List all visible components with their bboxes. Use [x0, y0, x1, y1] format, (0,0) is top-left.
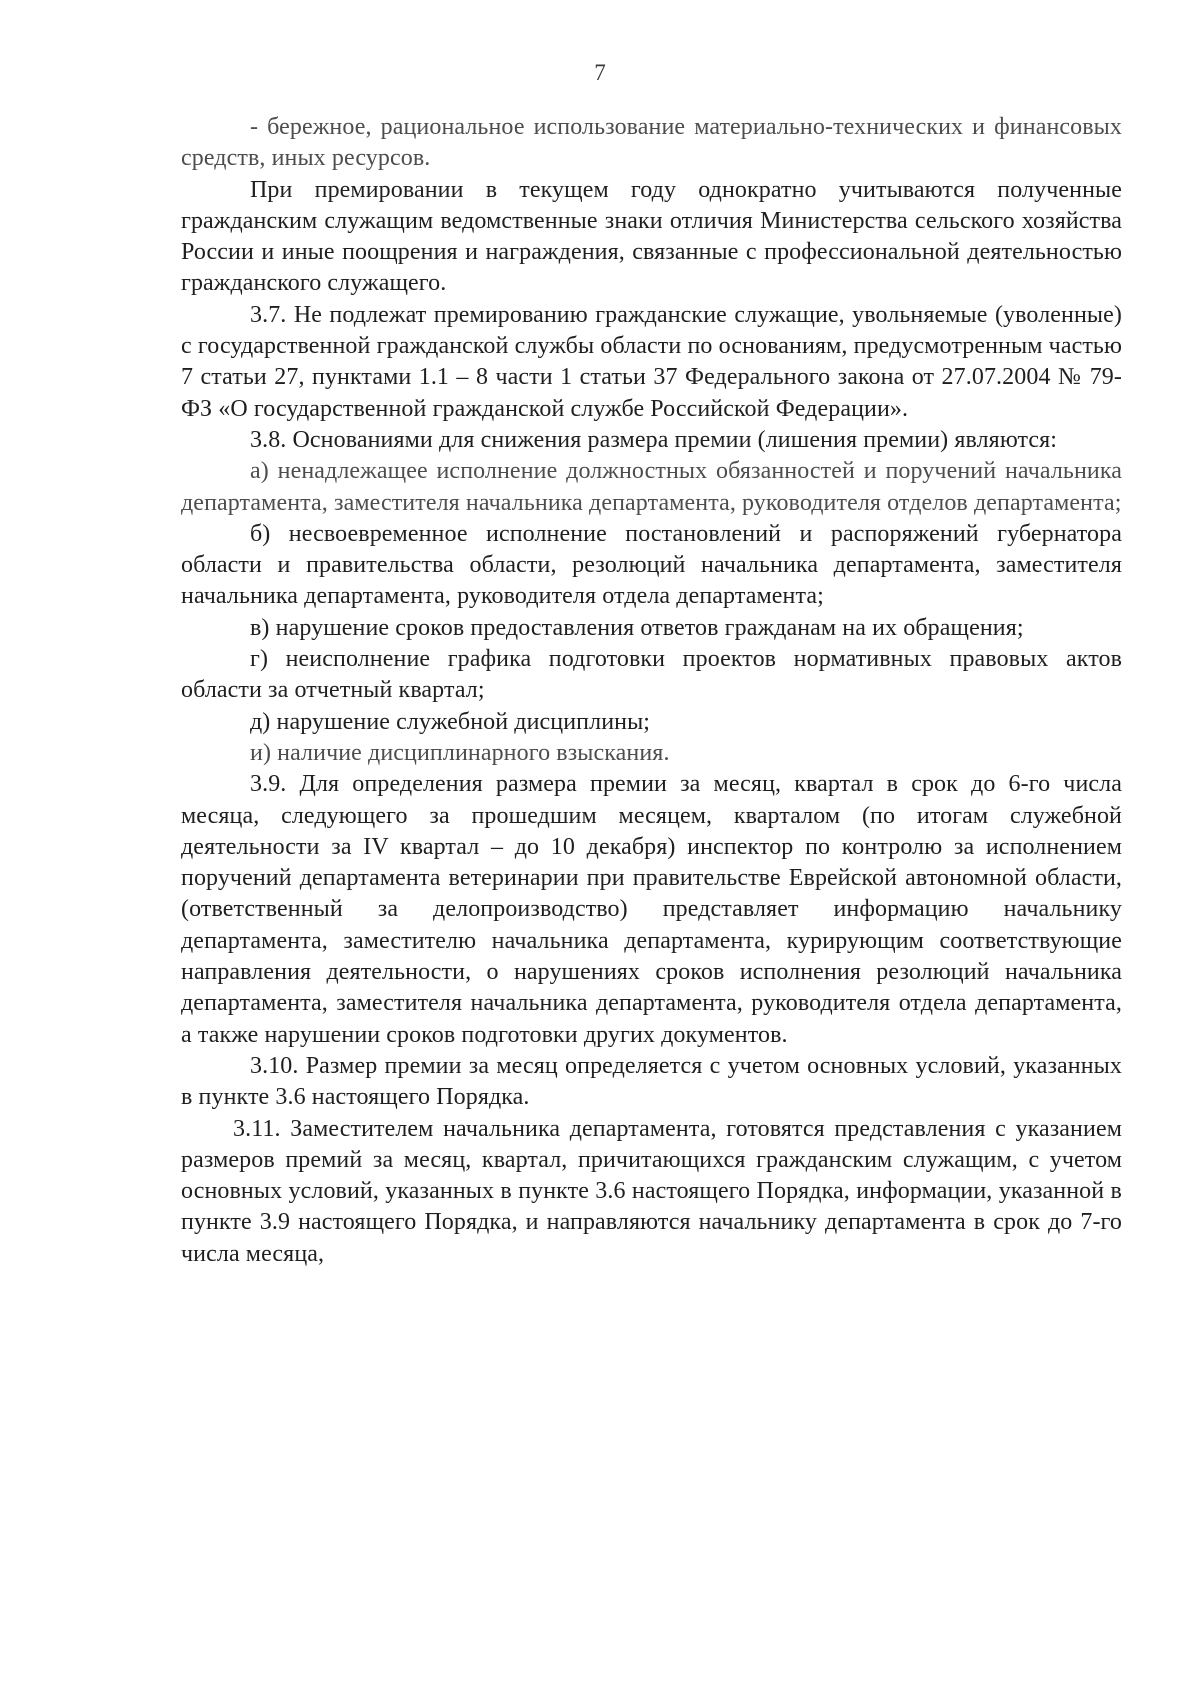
- list-item-b: б) несвоевременное исполнение постановлений и распоряжений губернатора области и правительства области, резолюций начальника департамента, заместителя начальника департамента, руководителя отдела департамента;: [181, 520, 1122, 610]
- page-number: 7: [594, 60, 606, 85]
- list-item-a: а) ненадлежащее исполнение должностных обязанностей и поручений начальника департамента, заместителя начальника департамента, руководителя отделов департамента;: [181, 458, 1122, 516]
- list-item-g: г) неисполнение графика подготовки проектов нормативных правовых актов области за отчетный квартал;: [181, 646, 1122, 704]
- paragraph-3-8: 3.8. Основаниями для снижения размера премии (лишения премии) являются:: [250, 426, 1058, 453]
- list-item-i: и) наличие дисциплинарного взыскания.: [250, 739, 670, 766]
- document-body: [181, 112, 1122, 1270]
- paragraph-3-11: 3.11. Заместителем начальника департамента, готовятся представления с указанием размеров премий за месяц, квартал, причитающихся гражданским служащим, с учетом основных условий, указанных в пункте 3.6 настоящего Порядка, информации, указанной в пункте 3.9 настоящего Порядка, и направляются начальнику департамента в срок до 7-го числа месяца,: [181, 1115, 1122, 1267]
- list-item-v: в) нарушение сроков предоставления ответов гражданам на их обращения;: [250, 614, 1024, 641]
- paragraph-3-10: 3.10. Размер премии за месяц определяется с учетом основных условий, указанных в пункте 3.6 настоящего Порядка.: [181, 1052, 1122, 1111]
- list-item-d: д) нарушение служебной дисциплины;: [250, 708, 651, 735]
- paragraph-resources-usage: - бережное, рациональное использование материально-технических и финансовых средств, иных ресурсов.: [181, 114, 1122, 172]
- paragraph-3-7: 3.7. Не подлежат премированию гражданские служащие, увольняемые (уволенные) с государственной гражданской службы области по основаниям, предусмотренным частью 7 статьи 27, пунктами 1.1 – 8 части 1 статьи 37 Федерального закона от 27.07.2004 № 79-ФЗ «О государственной гражданской службе Российской Федерации».: [181, 301, 1122, 422]
- paragraph-bonus-awards: При премировании в текущем году однократно учитываются полученные гражданским служащим ведомственные знаки отличия Министерства сельского хозяйства России и иные поощрения и награждения, связанные с профессиональной деятельностью гражданского служащего.: [181, 176, 1122, 297]
- paragraph-3-9: 3.9. Для определения размера премии за месяц, квартал в срок до 6-го числа месяца, следующего за прошедшим месяцем, кварталом (по итогам служебной деятельности за IV квартал – до 10 декабря) инспектор по контролю за исполнением поручений департамента ветеринарии при правительстве Еврейской автономной области, (ответственный за делопроизводство) представляет информацию начальнику департамента, заместителю начальника департамента, курирующим соответствующие направления деятельности, о нарушениях сроков исполнения резолюций начальника департамента, заместителя начальника департамента, руководителя отдела департамента, а также нарушении сроков подготовки других документов.: [181, 771, 1122, 1048]
